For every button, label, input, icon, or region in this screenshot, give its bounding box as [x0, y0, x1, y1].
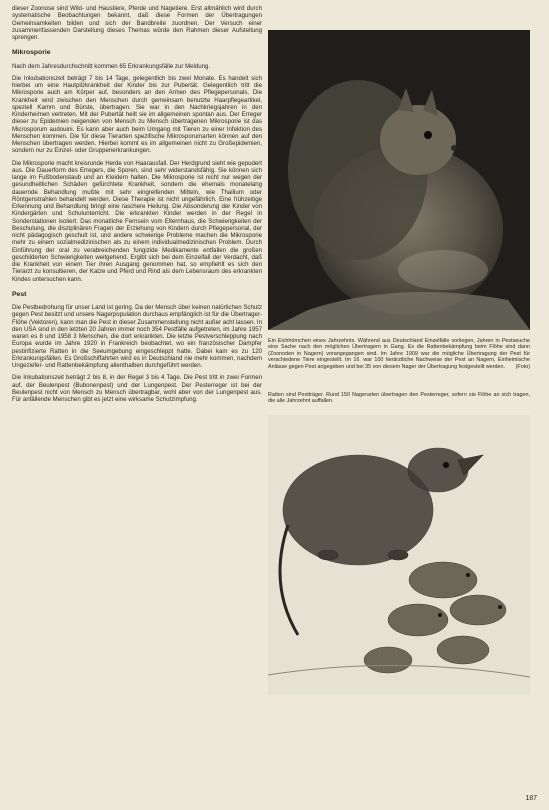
intro-paragraph: dieser Zoonose sind Wild- und Haustiere, Pferde und Nagetiere. Erst allmählich wird durch systematische Beobachtungen bekannt, daß diese Formen der Übertragungen Gemeinsamkeiten bilden und sich der Bandbreite zuordnen. Der Versuch einer zusammenfassenden Darstellung dieses Themas würde den Rahmen dieser Aufstellung sprengen. [12, 5, 262, 41]
article-text-column [12, 5, 262, 795]
image-column [268, 30, 536, 695]
paragraph: Die Inkubationszeit beträgt 7 bis 14 Tage, gelegentlich bis zwei Monate. Es handelt sich hierbei um eine Hautpilzkrankheit der Kinder bis zur Pubertät. Gelegentlich tritt die Mikrosporie auch am Körper auf, besonders an den Armen des Pflegepersonals. Die Krankheit wird zwischen den Menschen durch gemeinsam benutzte Haarpflegeartikel, speziell Kamm und Bürste, übertragen. Sie war in den Nachkriegsjahren in den Kinderheimen vertreten. Mit der Pubertät heilt sie im allgemeinen spontan aus. Der Erreger dieser zu Epidemien neigenden von Mensch zu Mensch übertragenen Mikrosporie ist das Microsporum audouini. Es kann aber auch beim Umgang mit Tieren zu einer Infektion des Menschen kommen. Die für diese Tierarten spezifische Mikrosporumarten können auf den Menschen übertragen werden. Hierbei kommt es im allgemeinen nicht zu Großepidemien, sondern nur zu Einzel- oder Gruppenerkrankungen. [12, 74, 262, 155]
paragraph: Die Pestbedrohung für unser Land ist gering. Da der Mensch über keinen natürlichen Schutz gegen Pest besitzt und unsere Nagerpopulation durchaus empfänglich ist für die Übertrager-Flöhe (Vektoren), kann man die Pest in dieser Zusammenstellung nicht außer acht lassen. In den USA sind in den letzten 20 Jahren immer noch 354 Pestfälle aufgetreten, im Jahre 1957 waren es 8 und 1958 3 Menschen, die dort erkrankten. Die letzte Pestverschleppung nach Europa wurde im Jahre 1920 in Frankreich beobachtet, wo ein französischer Dampfer pestinfizierte Ratten in die Seeumgebung eingeschleppt hatte. Dabei kam es zu 120 Erkrankungsfällen. Es Großschiffahrten wird es in Deutschland nie mehr kommen, nachdem Ungeziefer- und Rattenbekämpfung allenthalben durchgeführt werden. [12, 304, 262, 369]
section-heading-mikrosporie: Mikrosporie [12, 49, 51, 57]
photo-caption [268, 338, 530, 370]
drawing-caption-text: Ratten sind Pestträger. Rund 150 Nagerarten übertragen den Pesterreger, sofern sie Flöhe an sich tragen, die alle Jahrzehnt auffallen. [268, 392, 530, 405]
squirrel-illustration [268, 30, 530, 330]
paragraph: Nach dem Jahresdurchschnitt kommen 65 Erkrankungsfälle zur Meldung. [12, 62, 211, 70]
squirrel-photo [268, 30, 530, 330]
rats-drawing [268, 415, 530, 695]
drawing-caption [268, 392, 530, 405]
page-number: 187 [525, 795, 537, 802]
photo-credit: (Foto) [515, 363, 530, 370]
photo-caption-text: Ein Eichhörnchen eines Jahrzehnts. Während aus Deutschland Einzelfälle vorliegen, Jahren in Pestseuche eine Sache nach den möglichen Übertragern in Gang. Es die Rattenbekämpfung beim Flöhe sind dann (Zoonoden in Nagern) vorangegangen sind. Im Jahre 1909 war die mögliche Übertragung der Pest für verschiedene Tiere eingestellt. Im 16. war 100 tierärztliche Nachweise der Pest an Nagern, Einheimische Anlässe gegen Pest angegeben und bei 35 von diesem Nager der Übertragung festgestellt werden. [268, 338, 530, 370]
paragraph: Die Mikrosporie macht kreisrunde Herde von Haarausfall. Der Herdgrund sieht wie gepudert aus. Die Dauerform des Erregers, die Sporen, sind sehr widerstandsfähig. Sie können sich lange im Fußbodenstaub und an Kleidern halten. Die Mikrosporie ist nicht nur wegen der gesundheitlichen Schäden gefürchtete Krankheit, sondern die ehemals monatelang dauernde Behandlung mußte mit sehr eingreifenden Mitteln, wie Thallium oder Röntgenstrahlen behandelt werden. Diese Therapie ist nicht ungefährlich. Eine frühzeitige Erkennung und Behandlung bringt eine raschere Heilung. Die Absonderung der Kinder von Kindergärten und Schulunterricht. Die erkrankten Kinder werden in der Regel in Sonderstationen isoliert. Das monatliche Fernsein vom Elternhaus, die Schwierigkeiten der Beschulung, die disziplinären Fragen der Erziehung von Kindern durch Pflegepersonal, der nicht pädagogisch geschult ist, und andere schwierige Probleme machen die Mikrosporie mehr zu einem sozialmedizinischen als zu einem individualmedizinischen Problem. Durch Einführung der oral zu verabreichenden fungizide Medikamente entfallen die großen geschilderten Schwierigkeiten weitgehend. Ergibt sich bei dem Einzelfall der Verdacht, daß die Krankheit von einem Tier ihren Ausgang genommen hat, so empfiehlt es sich den Tierarzt zu konsultieren, der Katze und Pferd und Rind als dem Lebensraum des erkrankten Kindes untersuchen kann. [12, 159, 262, 283]
paragraph: Die Inkubationszeit beträgt 2 bis 8, in der Regel 3 bis 4 Tage. Die Pest tritt in zwei Formen auf, der Beulenpest (Bubonenpest) und der Lungenpest. Der Pesterreger ist bei der Beulenpest nicht von Mensch zu Mensch übertragbar, wohl aber von der Lungenpest aus. Für anfällende Menschen gibt es jetzt eine wirksame Schutzimpfung. [12, 374, 262, 403]
rats-illustration [268, 415, 530, 695]
section-heading-pest: Pest [12, 290, 27, 298]
